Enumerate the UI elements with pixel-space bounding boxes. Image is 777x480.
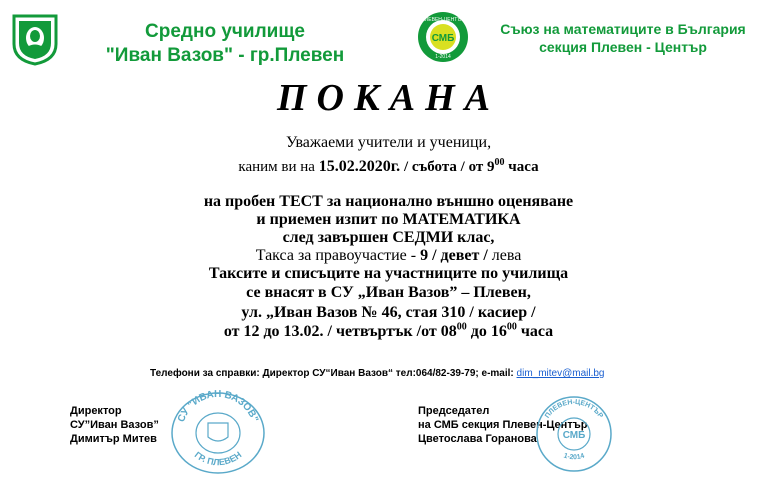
svg-text:ГР. ПЛЕВЕН bbox=[193, 450, 244, 468]
body-line-9: ул. „Иван Вазов № 46, стая 310 / касиер / bbox=[241, 304, 536, 321]
hours-line bbox=[0, 322, 777, 341]
svg-text:ПЛЕВЕН-ЦЕНТЪР bbox=[544, 399, 604, 420]
email-link[interactable]: dim_mitev@mail.bg bbox=[516, 368, 605, 379]
svg-text:1-2014 bbox=[563, 453, 586, 462]
school-logo bbox=[12, 14, 58, 66]
hours-sup-1: 00 bbox=[456, 321, 467, 333]
school-stamp bbox=[168, 385, 268, 475]
invite-line bbox=[0, 157, 777, 177]
contact-text: Телефони за справки: Директор СУ“Иван Вазов“ тел:064/82-39-79; e-mail: bbox=[150, 368, 517, 379]
hours-mid: до 16 bbox=[466, 323, 507, 340]
fee-line bbox=[0, 246, 777, 265]
union-name bbox=[478, 20, 768, 56]
fee-value: 9 / девет / bbox=[420, 247, 488, 264]
invite-pre: каним ви на bbox=[238, 159, 319, 175]
smb-logo-top: ПЛЕВЕН-ЦЕНТЪР bbox=[421, 17, 465, 23]
smb-logo-bottom: 1-2014 bbox=[435, 54, 451, 60]
contact-line bbox=[150, 368, 770, 379]
union-line-2: секция Плевен - Център bbox=[539, 39, 707, 55]
stamp-right-top: ПЛЕВЕН-ЦЕНТЪР bbox=[544, 398, 604, 420]
body-line-5: след завършен СЕДМИ клас, bbox=[282, 229, 495, 246]
body-line-7: Таксите и списъците на участниците по училища bbox=[208, 265, 569, 282]
body-line-4: и приемен изпит по МАТЕМАТИКА bbox=[256, 211, 521, 228]
hours-sup-2: 00 bbox=[506, 321, 517, 333]
stamp-right-mid: СМБ bbox=[562, 430, 586, 441]
hours-pre: от 12 до 13.02. / четвъртък /от 08 bbox=[223, 323, 457, 340]
fee-pre: Такса за правоучастие - bbox=[255, 247, 421, 264]
smb-logo bbox=[416, 10, 470, 64]
school-name bbox=[80, 20, 370, 68]
sign-left-3: Димитър Митев bbox=[70, 433, 157, 445]
fee-post: лева bbox=[487, 247, 522, 264]
school-line-1: Средно училище bbox=[145, 21, 305, 42]
svg-text:СУ "ИВАН ВАЗОВ" bbox=[176, 389, 260, 424]
stamp-left-bottom: ГР. ПЛЕВЕН bbox=[192, 449, 244, 468]
sign-left-2: СУ”Иван Вазов” bbox=[70, 419, 159, 431]
stamp-left-top: СУ "ИВАН ВАЗОВ" bbox=[175, 388, 261, 424]
invite-date: 15.02.2020г. bbox=[318, 158, 401, 175]
invite-post: / събота / от 9 bbox=[400, 159, 495, 175]
smb-logo-mid: СМБ bbox=[431, 33, 455, 44]
sign-right-1: Председател bbox=[418, 405, 490, 417]
stamp-right-bottom: 1-2014 bbox=[562, 452, 586, 462]
union-line-1: Съюз на математиците в България bbox=[500, 21, 746, 37]
smb-stamp bbox=[534, 394, 614, 474]
invite-sup: 00 bbox=[494, 157, 505, 168]
greeting bbox=[0, 133, 777, 152]
body-line-8: се внасят в СУ „Иван Вазов” – Плевен, bbox=[246, 284, 531, 301]
greeting-text: Уважаеми учители и ученици, bbox=[285, 134, 492, 151]
invite-end: часа bbox=[504, 159, 539, 175]
sign-left-1: Директор bbox=[70, 405, 122, 417]
page-title: ПОКАНА bbox=[276, 77, 501, 119]
hours-end: часа bbox=[516, 323, 554, 340]
sign-right-2: на СМБ секция Плевен-Център bbox=[418, 419, 588, 431]
body-line-3: на пробен ТЕСТ за национално външно оценяване bbox=[203, 193, 574, 210]
school-line-2: "Иван Вазов" - гр.Плевен bbox=[105, 45, 345, 66]
sign-right-3: Цветослава Горанова bbox=[418, 433, 537, 445]
